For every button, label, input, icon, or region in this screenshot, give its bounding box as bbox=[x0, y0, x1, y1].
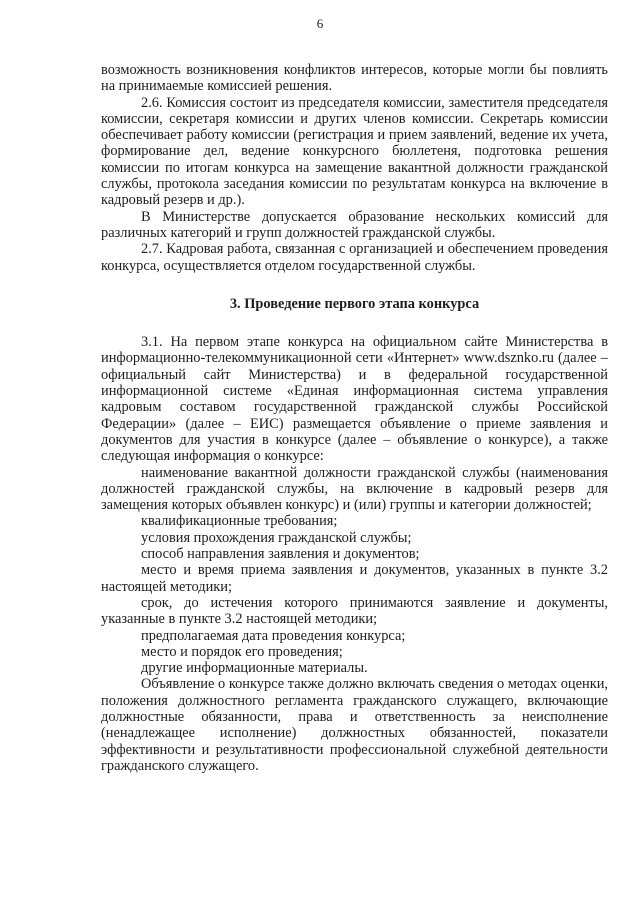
list-item-position-name: наименование вакантной должности гражданской службы (наименования должностей гражданской службы, на включение в кадровый резерв для замещения которых объявлен конкурс) и (или) группы и категории должностей; bbox=[101, 464, 608, 514]
paragraph-multiple-commissions: В Министерстве допускается образование нескольких комиссий для различных категорий и групп должностей гражданской службы. bbox=[101, 208, 608, 241]
list-item-expected-date: предполагаемая дата проведения конкурса; bbox=[141, 627, 406, 644]
document-body bbox=[101, 62, 608, 774]
paragraph-2-7-hr-work: 2.7. Кадровая работа, связанная с организацией и обеспечением проведения конкурса, осуществляется отделом государственной службы. bbox=[101, 241, 608, 274]
page-number: 6 bbox=[316, 16, 324, 31]
paragraph-announcement-contents: Объявление о конкурсе также должно включать сведения о методах оценки, положения должностного регламента гражданского служащего, включающие должностные обязанности, права и ответственность за неисполнение (ненадлежащее исполнение) должностных обязанностей, показатели эффективности и результативности профессиональной служебной деятельности гражданского служащего. bbox=[101, 676, 608, 774]
paragraph-2-6-commission-composition: 2.6. Комиссия состоит из председателя комиссии, заместителя председателя комиссии, секретаря комиссии и других членов комиссии. Секретарь комиссии обеспечивает работу комиссии (регистрация и прием заявлений, ведение их учета, формирование дел, ведение конкурсного бюллетеня, подготовка решения комиссии по итогам конкурса на замещение вакантной должности гражданской службы, протокола заседания комиссии по результатам конкурса на включение в кадровый резерв и др.). bbox=[101, 94, 608, 209]
list-item-place-and-procedure: место и порядок его проведения; bbox=[141, 643, 343, 660]
list-item-other-materials: другие информационные материалы. bbox=[141, 660, 368, 677]
paragraph-conflict-of-interest: возможность возникновения конфликтов интересов, которые могли бы повлиять на принимаемые комиссией решения. bbox=[101, 62, 608, 95]
list-item-submission-method: способ направления заявления и документов; bbox=[141, 546, 420, 563]
list-item-qualification-requirements: квалификационные требования; bbox=[141, 513, 338, 530]
paragraph-3-1-first-stage: 3.1. На первом этапе конкурса на официальном сайте Министерства в информационно-телекоммуникационной сети «Интернет» www.dsznko.ru (далее – официальный сайт Министерства) и в федеральной государственной информационной системе «Единая информационная система управления кадровым составом государственной гражданской службы Российской Федерации» (далее – ЕИС) размещается объявление о приеме заявления и документов для участия в конкурсе (далее – объявление о конкурсе), а также следующая информация о конкурсе: bbox=[101, 334, 608, 465]
list-item-service-conditions: условия прохождения гражданской службы; bbox=[141, 529, 412, 546]
list-item-deadline: срок, до истечения которого принимаются заявление и документы, указанные в пункте 3.2 настоящей методики; bbox=[101, 594, 608, 628]
list-item-place-and-time: место и время приема заявления и документов, указанных в пункте 3.2 настоящей методики; bbox=[101, 562, 608, 595]
section-heading-3: 3. Проведение первого этапа конкурса bbox=[229, 295, 480, 312]
